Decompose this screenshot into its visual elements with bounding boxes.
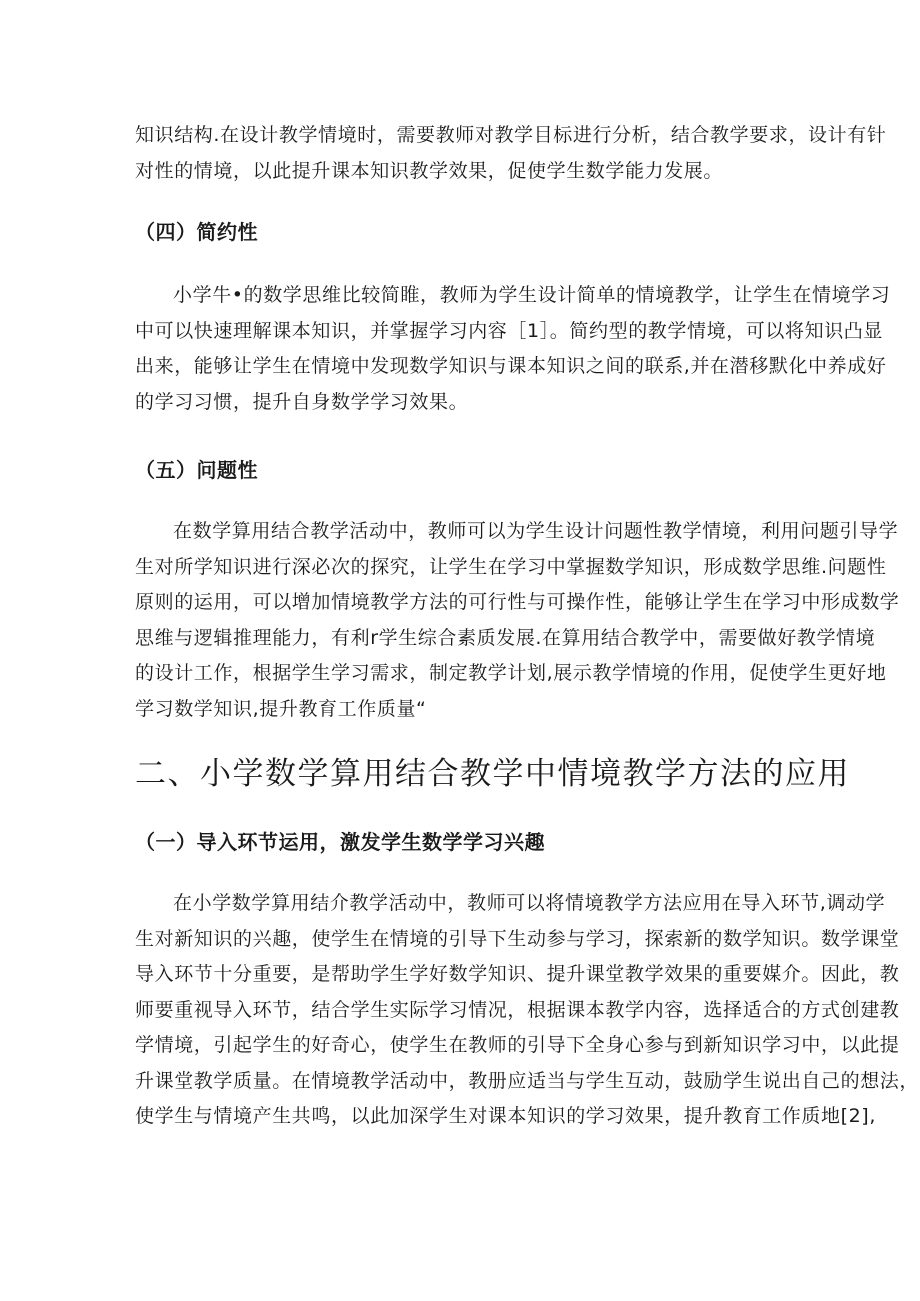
paragraph-line: 的学习习惯，提升自身数学学习效果。	[135, 390, 469, 413]
subheading-introduction-stage: （一）导入环节运用，激发学生数学学习兴趣	[135, 830, 545, 854]
paragraph-line: 升课堂教学质量。在情境教学活动中，教册应适当与学生互动，鼓励学生说出自己的想法，	[135, 1069, 920, 1092]
section-title-application: 二、小学数学算用结合教学中情境教学方法的应用	[135, 756, 850, 792]
paragraph-line: 在数学算用结合教学活动中，教师可以为学生设计问题性教学情境，利用问题引导学	[173, 520, 899, 542]
paragraph-simplicity	[135, 278, 891, 420]
subheading-problem-orientation: （五）问题性	[135, 458, 258, 482]
subheading-simplicity: （四）简约性	[135, 220, 258, 244]
paragraph-line: 生对所学知识进行深必次的探究，让学生在学习中掌握数学知识，形成数学思维.问题性	[135, 555, 887, 578]
paragraph-line: 使学生与情境产生共鸣，以此加深学生对课本知识的学习效果，提升教育工作质地[2],	[135, 1105, 876, 1127]
paragraph-problem-orientation	[135, 514, 900, 727]
paragraph-line: 的设计工作，根据学生学习需求，制定教学计划,展示教学情境的作用，促使学生更好地	[135, 662, 887, 684]
paragraph-intro	[135, 118, 887, 189]
paragraph-line: 中可以快速理解课本知识，并掌握学习内容［1］。简约型的教学情境，可以将知识凸显	[135, 319, 883, 342]
paragraph-line: 思维与逻辑推理能力，有利r学生综合素质发展.在算用结合教学中，需要做好教学情境	[135, 626, 876, 649]
paragraph-line: 小学牛•的数学思维比较简睢，教师为学生设计简单的情境教学，让学生在情境学习	[173, 284, 891, 306]
paragraph-line: 学情境，引起学生的好奇心，使学生在教师的引导下全身心参与到新知识学习中，以此提	[135, 1034, 900, 1056]
paragraph-line: 出来，能够让学生在情境中发现数学知识与课本知识之间的联系,并在潜移默化中养成好	[135, 355, 887, 377]
paragraph-line: 原则的运用，可以增加情境教学方法的可行性与可操作性，能够让学生在学习中形成数学	[135, 591, 900, 613]
paragraph-line: 知识结构.在设计教学情境时，需要教师对教学目标进行分析，结合教学要求，设计有针	[135, 124, 887, 146]
paragraph-line: 对性的情境，以此提升课本知识教学效果，促使学生数学能力发展。	[135, 159, 724, 182]
paragraph-introduction-stage	[135, 886, 920, 1135]
paragraph-line: 学习数学知识,提升教育工作质量“	[135, 697, 427, 720]
paragraph-line: 生对新知识的兴趣，使学生在情境的引导下生动参与学习，探索新的数学知识。数学课堂	[135, 927, 900, 950]
paragraph-line: 师要重视导入环节，结合学生实际学习情况，根据课本教学内容，选择适合的方式创建教	[135, 998, 900, 1021]
paragraph-line: 在小学数学算用结介教学活动中，教师可以将情境教学方法应用在导入环节,调动学	[173, 892, 886, 914]
paragraph-line: 导入环节十分重要，是帮助学生学好数学知识、提升课堂教学效果的重要媒介。因此，教	[135, 963, 900, 985]
